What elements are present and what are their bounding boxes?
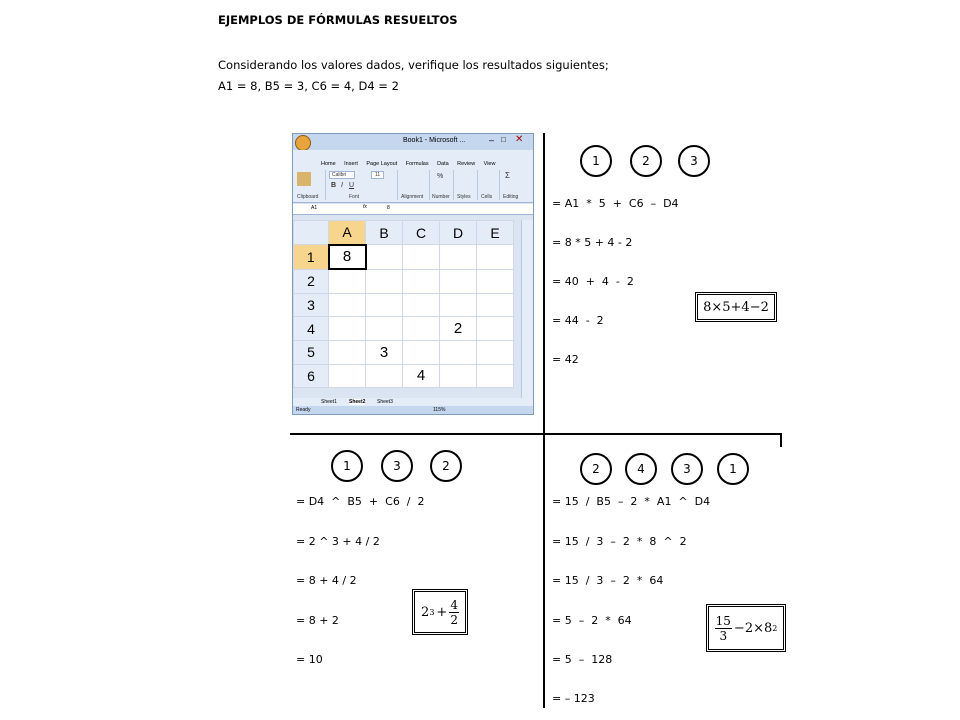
cell[interactable] — [366, 293, 403, 317]
percent-icon[interactable]: % — [437, 173, 444, 180]
cell-b5[interactable]: 3 — [366, 340, 403, 364]
fx-icon: fx — [363, 204, 367, 210]
excel-titlebar — [293, 134, 533, 150]
group-label: Clipboard — [297, 194, 319, 200]
row-header[interactable]: 5 — [294, 340, 329, 364]
font-group — [327, 170, 398, 200]
formula-box-2 — [412, 589, 468, 635]
given-values: A1 = 8, B5 = 3, C6 = 4, D4 = 2 — [218, 79, 399, 93]
sheet-tab[interactable]: Sheet3 — [377, 399, 393, 405]
step-line: = – 123 — [552, 692, 595, 705]
tab-data[interactable]: Data — [437, 161, 449, 167]
name-box[interactable]: A1 — [311, 205, 318, 211]
order-circle: 2 — [630, 145, 662, 177]
excel-window-title: Book1 - Microsoft ... — [403, 137, 466, 144]
formula-bar — [293, 204, 533, 215]
editing-group — [501, 170, 531, 200]
formula-text: 8×5+4−2 — [703, 299, 769, 315]
italic-icon[interactable]: I — [341, 182, 343, 189]
office-button-icon[interactable] — [295, 135, 311, 151]
fraction-denominator: 3 — [719, 628, 728, 643]
row-header[interactable]: 4 — [294, 317, 329, 341]
cell[interactable] — [477, 269, 514, 293]
sum-icon[interactable]: Σ — [505, 171, 510, 180]
horizontal-divider — [290, 433, 780, 435]
formula-exponent: 3 — [429, 607, 435, 617]
order-circle: 1 — [331, 450, 363, 482]
column-header[interactable]: B — [366, 221, 403, 245]
cell-c6[interactable]: 4 — [403, 364, 440, 388]
step-line: = 15 / 3 – 2 * 8 ^ 2 — [552, 535, 687, 548]
cell[interactable] — [366, 269, 403, 293]
step-line: = 5 – 2 * 64 — [552, 614, 632, 627]
step-line: = 40 + 4 - 2 — [552, 275, 634, 288]
group-label: Number — [432, 194, 450, 200]
font-name-select[interactable]: Calibri — [329, 171, 355, 179]
column-header[interactable]: C — [403, 221, 440, 245]
ribbon-tabs — [321, 152, 499, 170]
cell[interactable] — [477, 364, 514, 388]
select-all-corner[interactable] — [294, 221, 329, 245]
cell[interactable] — [440, 245, 477, 270]
fraction-denominator: 2 — [450, 612, 458, 627]
alignment-group — [399, 170, 430, 200]
formula-exponent: 2 — [772, 623, 778, 633]
cell[interactable] — [329, 317, 366, 341]
tab-insert[interactable]: Insert — [344, 161, 358, 167]
order-circle: 3 — [671, 453, 703, 485]
order-circle: 4 — [625, 453, 657, 485]
status-bar — [293, 406, 533, 414]
tab-review[interactable]: Review — [457, 161, 476, 167]
clipboard-group — [295, 170, 326, 200]
step-line: = 42 — [552, 353, 579, 366]
cell[interactable] — [403, 269, 440, 293]
step-line: = 5 – 128 — [552, 653, 613, 666]
order-circle: 3 — [678, 145, 710, 177]
number-group — [431, 170, 454, 200]
divider-tick — [780, 433, 782, 447]
step-line: = 8 * 5 + 4 - 2 — [552, 236, 633, 249]
order-circle: 2 — [430, 450, 462, 482]
row-header[interactable]: 1 — [294, 245, 329, 270]
group-label: Alignment — [401, 194, 424, 200]
group-label: Font — [349, 194, 360, 200]
formula-fraction — [449, 598, 459, 627]
formula-text: −2×8 — [733, 620, 773, 636]
formula-input[interactable]: 8 — [387, 205, 390, 211]
cell-d4[interactable]: 2 — [440, 317, 477, 341]
fraction-numerator: 15 — [715, 613, 731, 628]
cell[interactable] — [366, 317, 403, 341]
row-header[interactable]: 2 — [294, 269, 329, 293]
row-header[interactable]: 3 — [294, 293, 329, 317]
order-circle: 3 — [381, 450, 413, 482]
cell[interactable] — [477, 317, 514, 341]
formula-operator: + — [436, 604, 448, 620]
step-line: = 10 — [296, 653, 323, 666]
cell[interactable] — [329, 364, 366, 388]
excel-screenshot — [292, 133, 534, 415]
font-size-select[interactable]: 11 — [371, 171, 384, 179]
zoom-level[interactable]: 115% — [433, 407, 446, 413]
cell[interactable] — [477, 293, 514, 317]
column-header[interactable]: A — [329, 221, 366, 245]
cell[interactable] — [440, 364, 477, 388]
excel-ribbon — [293, 150, 533, 203]
cell[interactable] — [329, 269, 366, 293]
minimize-icon[interactable]: – — [489, 135, 495, 145]
column-header[interactable]: D — [440, 221, 477, 245]
formula-fraction — [715, 614, 732, 643]
sheet-tab-active[interactable]: Sheet2 — [349, 399, 366, 405]
fraction-numerator: 4 — [450, 597, 458, 612]
maximize-icon[interactable]: □ — [501, 135, 506, 144]
close-icon[interactable]: ✕ — [515, 134, 524, 145]
status-text: Ready — [296, 407, 311, 413]
step-line: = 15 / 3 – 2 * 64 — [552, 574, 664, 587]
cell[interactable] — [440, 293, 477, 317]
cells-group — [479, 170, 500, 200]
step-line: = D4 ^ B5 + C6 / 2 — [296, 495, 425, 508]
intro-text: Considerando los valores dados, verifique los resultados siguientes; — [218, 58, 609, 72]
cell[interactable] — [403, 340, 440, 364]
step-line: = 15 / B5 – 2 * A1 ^ D4 — [552, 495, 711, 508]
cell[interactable] — [329, 293, 366, 317]
cell[interactable] — [403, 317, 440, 341]
group-label: Cells — [481, 194, 493, 200]
cell[interactable] — [440, 340, 477, 364]
cell-a1[interactable]: 8 — [329, 245, 366, 270]
spreadsheet-grid — [293, 220, 514, 388]
cell[interactable] — [477, 245, 514, 270]
step-line: = 8 + 2 — [296, 614, 339, 627]
page-title: EJEMPLOS DE FÓRMULAS RESUELTOS — [218, 13, 458, 27]
sheet-tab[interactable]: Sheet1 — [321, 399, 337, 405]
cell[interactable] — [366, 364, 403, 388]
tab-formulas[interactable]: Formulas — [405, 161, 429, 167]
formula-base: 2 — [421, 604, 430, 620]
formula-box-3 — [706, 604, 786, 652]
cell[interactable] — [403, 293, 440, 317]
sheet-tabs-bar — [293, 398, 533, 406]
step-line: = A1 * 5 + C6 – D4 — [552, 197, 679, 210]
cell[interactable] — [403, 245, 440, 270]
vertical-scrollbar[interactable] — [521, 220, 533, 398]
formula-box-1 — [695, 292, 777, 322]
cell[interactable] — [440, 269, 477, 293]
paste-icon[interactable] — [297, 172, 311, 186]
step-line: = 2 ^ 3 + 4 / 2 — [296, 535, 380, 548]
underline-icon[interactable]: U — [349, 182, 355, 189]
group-label: Editing — [503, 194, 519, 200]
step-line: = 8 + 4 / 2 — [296, 574, 357, 587]
step-line: = 44 - 2 — [552, 314, 604, 327]
cell[interactable] — [477, 340, 514, 364]
group-label: Styles — [457, 194, 471, 200]
cell[interactable] — [366, 245, 403, 270]
tab-page-layout[interactable]: Page Layout — [366, 161, 398, 167]
order-circle: 1 — [580, 145, 612, 177]
styles-group — [455, 170, 478, 200]
tab-home[interactable]: Home — [321, 161, 336, 167]
order-circle: 2 — [580, 453, 612, 485]
column-header[interactable]: E — [477, 221, 514, 245]
row-header[interactable]: 6 — [294, 364, 329, 388]
cell[interactable] — [329, 340, 366, 364]
tab-view[interactable]: View — [483, 161, 496, 167]
order-circle: 1 — [717, 453, 749, 485]
bold-icon[interactable]: B — [331, 182, 337, 189]
vertical-divider — [543, 133, 545, 708]
